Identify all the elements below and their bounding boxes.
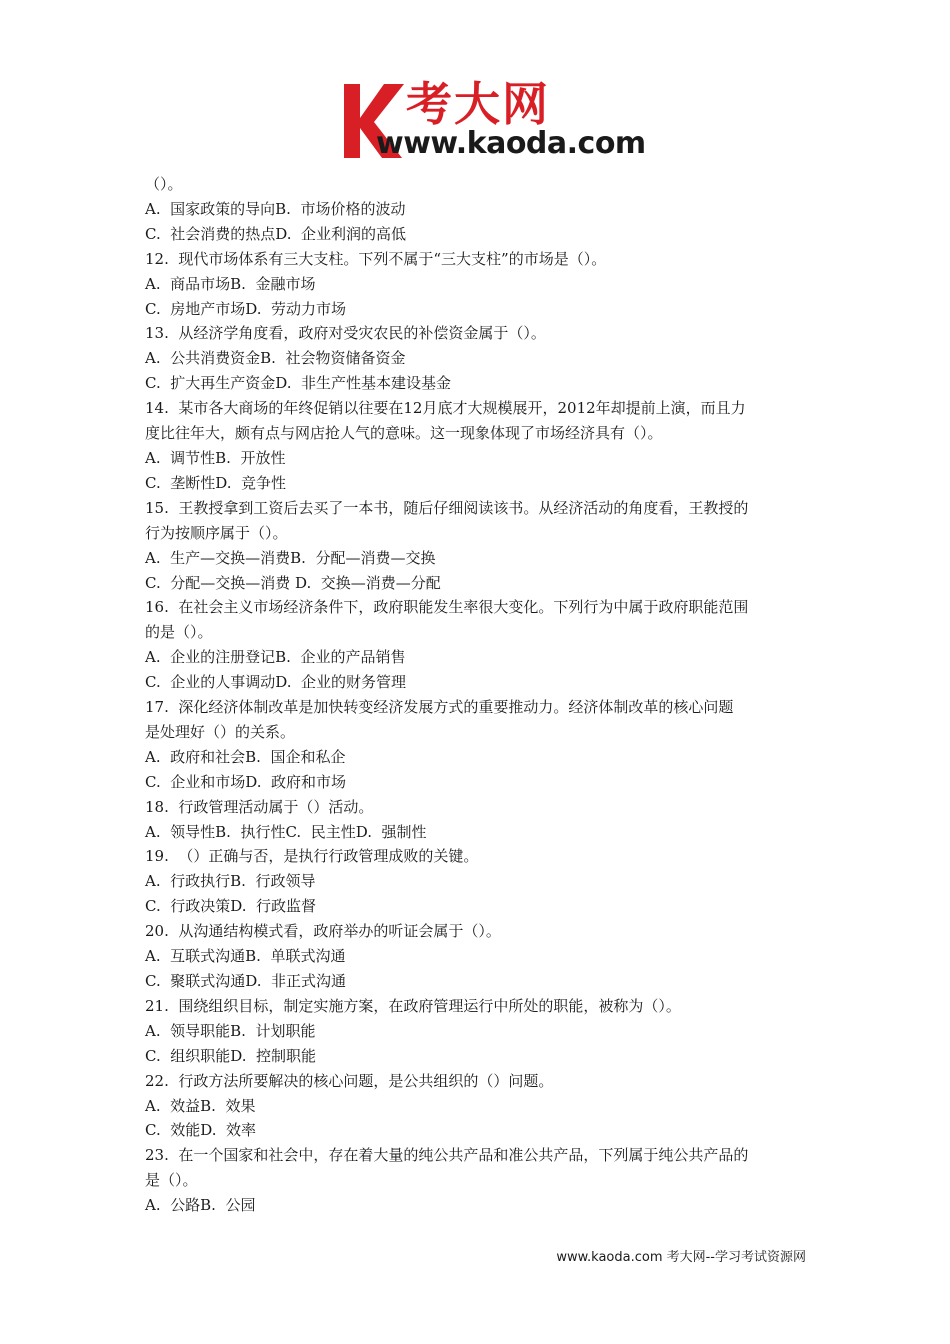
text-line: A. 调节性B. 开放性 (145, 448, 286, 467)
text-line: C. 组织职能D. 控制职能 (145, 1046, 317, 1065)
text-line: A. 效益B. 效果 (145, 1096, 256, 1115)
text-line: C. 行政决策D. 行政监督 (145, 897, 317, 916)
logo-url-text: www.kaoda.com (376, 126, 646, 161)
text-line: （）。 (145, 175, 183, 193)
exam-questions (145, 172, 813, 1218)
text-line: 21. 围绕组织目标，制定实施方案，在政府管理运行中所处的职能，被称为（）。 (145, 996, 681, 1015)
text-line: C. 垄断性D. 竞争性 (145, 473, 287, 492)
text-line: A. 领导职能B. 计划职能 (145, 1021, 316, 1040)
text-line: C. 效能D. 效率 (145, 1121, 257, 1140)
text-line: C. 分配—交换—消费 D. 交换—消费—分配 (145, 573, 441, 592)
text-line: 20. 从沟通结构模式看，政府举办的听证会属于（）。 (145, 922, 501, 941)
text-line: 行为按顺序属于（）。 (145, 523, 288, 542)
text-line: C. 社会消费的热点D. 企业利润的高低 (145, 224, 407, 243)
text-line: C. 聚联式沟通D. 非正式沟通 (145, 972, 347, 990)
text-line: 22. 行政方法所要解决的核心问题，是公共组织的（）问题。 (145, 1071, 554, 1090)
text-line: A. 公共消费资金B. 社会物资储备资金 (145, 349, 406, 368)
text-line: 16. 在社会主义市场经济条件下，政府职能发生率很大变化。下列行为中属于政府职能范围 (145, 598, 749, 617)
footer-link[interactable]: www.kaoda.com 考大网--学习考试资源网 (556, 1250, 806, 1265)
text-line: C. 企业和市场D. 政府和市场 (145, 772, 347, 791)
text-line: A. 商品市场B. 金融市场 (145, 274, 316, 293)
text-line: A. 互联式沟通B. 单联式沟通 (145, 947, 346, 966)
text-line: A. 政府和社会B. 国企和私企 (145, 747, 346, 766)
text-line: A. 企业的注册登记B. 企业的产品销售 (145, 648, 406, 667)
text-line: C. 房地产市场D. 劳动力市场 (145, 299, 347, 318)
text-line: A. 领导性B. 执行性C. 民主性D. 强制性 (145, 822, 427, 841)
text-line: A. 国家政策的导向B. 市场价格的波动 (145, 199, 406, 218)
text-line: C. 企业的人事调动D. 企业的财务管理 (145, 673, 407, 692)
text-line: C. 扩大再生产资金D. 非生产性基本建设基金 (145, 374, 452, 393)
text-line: 15. 王教授拿到工资后去买了一本书，随后仔细阅读该书。从经济活动的角度看，王教授的 (145, 498, 749, 517)
text-line: 14. 某市各大商场的年终促销以往要在12月底才大规模展开，2012年却提前上演，而且力 (145, 399, 746, 418)
text-line: 19. （）正确与否，是执行行政管理成败的关键。 (145, 847, 479, 866)
text-line: 的是（）。 (145, 623, 213, 642)
text-line: 是处理好（）的关系。 (145, 722, 296, 741)
text-line: 度比往年大，颇有点与网店抢人气的意味。这一现象体现了市场经济具有（）。 (145, 424, 663, 443)
text-line: A. 公路B. 公园 (145, 1196, 256, 1215)
text-line: 23. 在一个国家和社会中，存在着大量的纯公共产品和准公共产品，下列属于纯公共产品的 (145, 1146, 749, 1165)
text-line: 18. 行政管理活动属于（）活动。 (145, 797, 374, 816)
text-line: 是（）。 (145, 1171, 198, 1190)
text-line: A. 行政执行B. 行政领导 (145, 872, 316, 891)
kaoda-logo[interactable] (338, 78, 658, 160)
text-line: A. 生产—交换—消费B. 分配—消费—交换 (145, 548, 436, 567)
text-line: 17. 深化经济体制改革是加快转变经济发展方式的重要推动力。经济体制改革的核心问题 (145, 698, 734, 717)
text-line: 12. 现代市场体系有三大支柱。下列不属于“三大支柱”的市场是（）。 (145, 249, 607, 268)
text-line: 13. 从经济学角度看，政府对受灾农民的补偿资金属于（）。 (145, 324, 546, 343)
logo-chinese-text: 考大网 (406, 77, 550, 131)
